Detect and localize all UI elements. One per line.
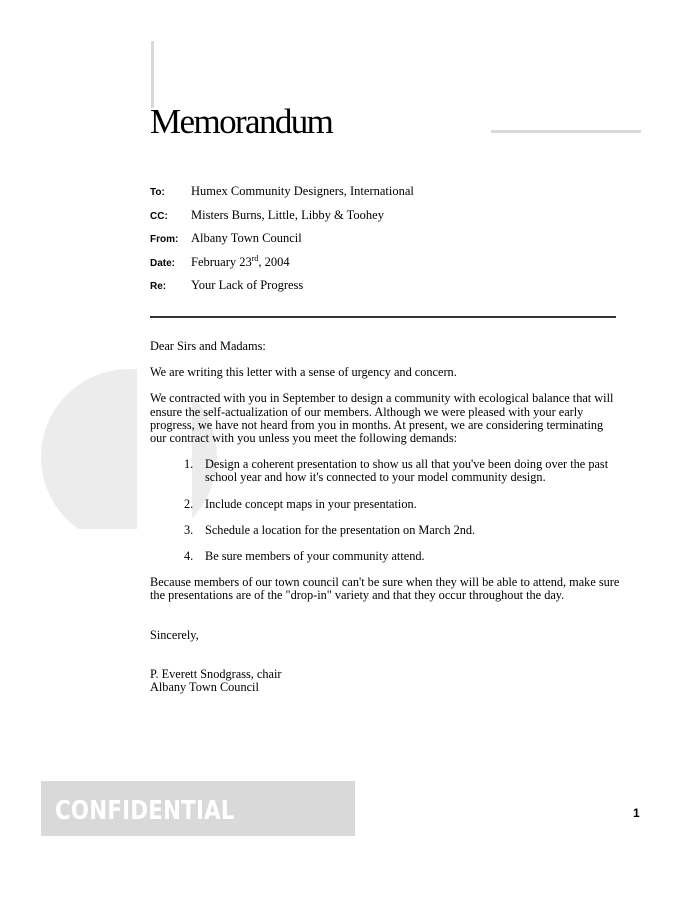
decorative-vertical-bar [151, 41, 154, 108]
list-item-text: Design a coherent presentation to show us all that you've been doing over the past school year and how it's connected to your model community design. [205, 457, 609, 485]
page-title: Memorandum [150, 102, 333, 141]
cc-value: Misters Burns, Little, Libby & Toohey [191, 207, 384, 222]
demands-list [150, 458, 620, 563]
date-row [150, 255, 414, 279]
list-item-number: 1. [184, 457, 194, 472]
header-divider [150, 316, 616, 318]
title-accent-rule [491, 130, 641, 133]
from-value: Albany Town Council [191, 231, 302, 246]
list-item-text: Schedule a location for the presentation on March 2nd. [205, 522, 476, 537]
list-item-text: Include concept maps in your presentation. [205, 496, 417, 511]
re-label: Re: [150, 281, 167, 293]
from-label: From: [150, 234, 179, 246]
page-number: 1 [633, 806, 640, 820]
paragraph-closing-request: Because members of our town council can't be sure when they will be able to attend, make sure the presentations are of the "drop-in" variety and that they occur throughout the day. [150, 575, 620, 603]
paragraph-intro: We are writing this letter with a sense of urgency and concern. [150, 365, 457, 380]
from-row [150, 231, 414, 255]
cc-row [150, 208, 414, 232]
list-item [150, 550, 620, 563]
list-item [150, 498, 620, 511]
paragraph-context: We contracted with you in September to design a community with ecological balance that will ensure the self-actualization of our members. Although we were pleased with your early progress, we have not heard from you in months. At present, we are considering terminating our contract with you unless you meet the following demands: [150, 391, 614, 446]
list-item-number: 4. [184, 549, 194, 564]
cc-label: CC: [150, 210, 168, 222]
re-value: Your Lack of Progress [191, 278, 304, 293]
re-row [150, 278, 414, 302]
signature-org: Albany Town Council [150, 680, 259, 695]
list-item-text: Be sure members of your community attend. [205, 549, 425, 564]
date-year: , 2004 [258, 254, 290, 269]
date-value [191, 255, 290, 270]
date-month-day: February 23 [191, 254, 252, 269]
to-row [150, 184, 414, 208]
list-item-number: 2. [184, 496, 194, 511]
signature-name: P. Everett Snodgrass, chair [150, 666, 282, 681]
confidential-banner [41, 781, 355, 836]
to-value: Humex Community Designers, International [191, 184, 414, 198]
salutation: Dear Sirs and Madams: [150, 339, 266, 353]
date-suffix: rd [251, 253, 259, 263]
confidential-label: CONFIDENTIAL [55, 796, 235, 826]
date-label: Date: [150, 257, 176, 269]
memo-header [150, 184, 414, 302]
closing: Sincerely, [150, 627, 199, 642]
memo-body [150, 340, 620, 694]
list-item [150, 524, 620, 537]
list-item-number: 3. [184, 522, 194, 537]
list-item [150, 458, 620, 484]
to-label: To: [150, 187, 165, 198]
